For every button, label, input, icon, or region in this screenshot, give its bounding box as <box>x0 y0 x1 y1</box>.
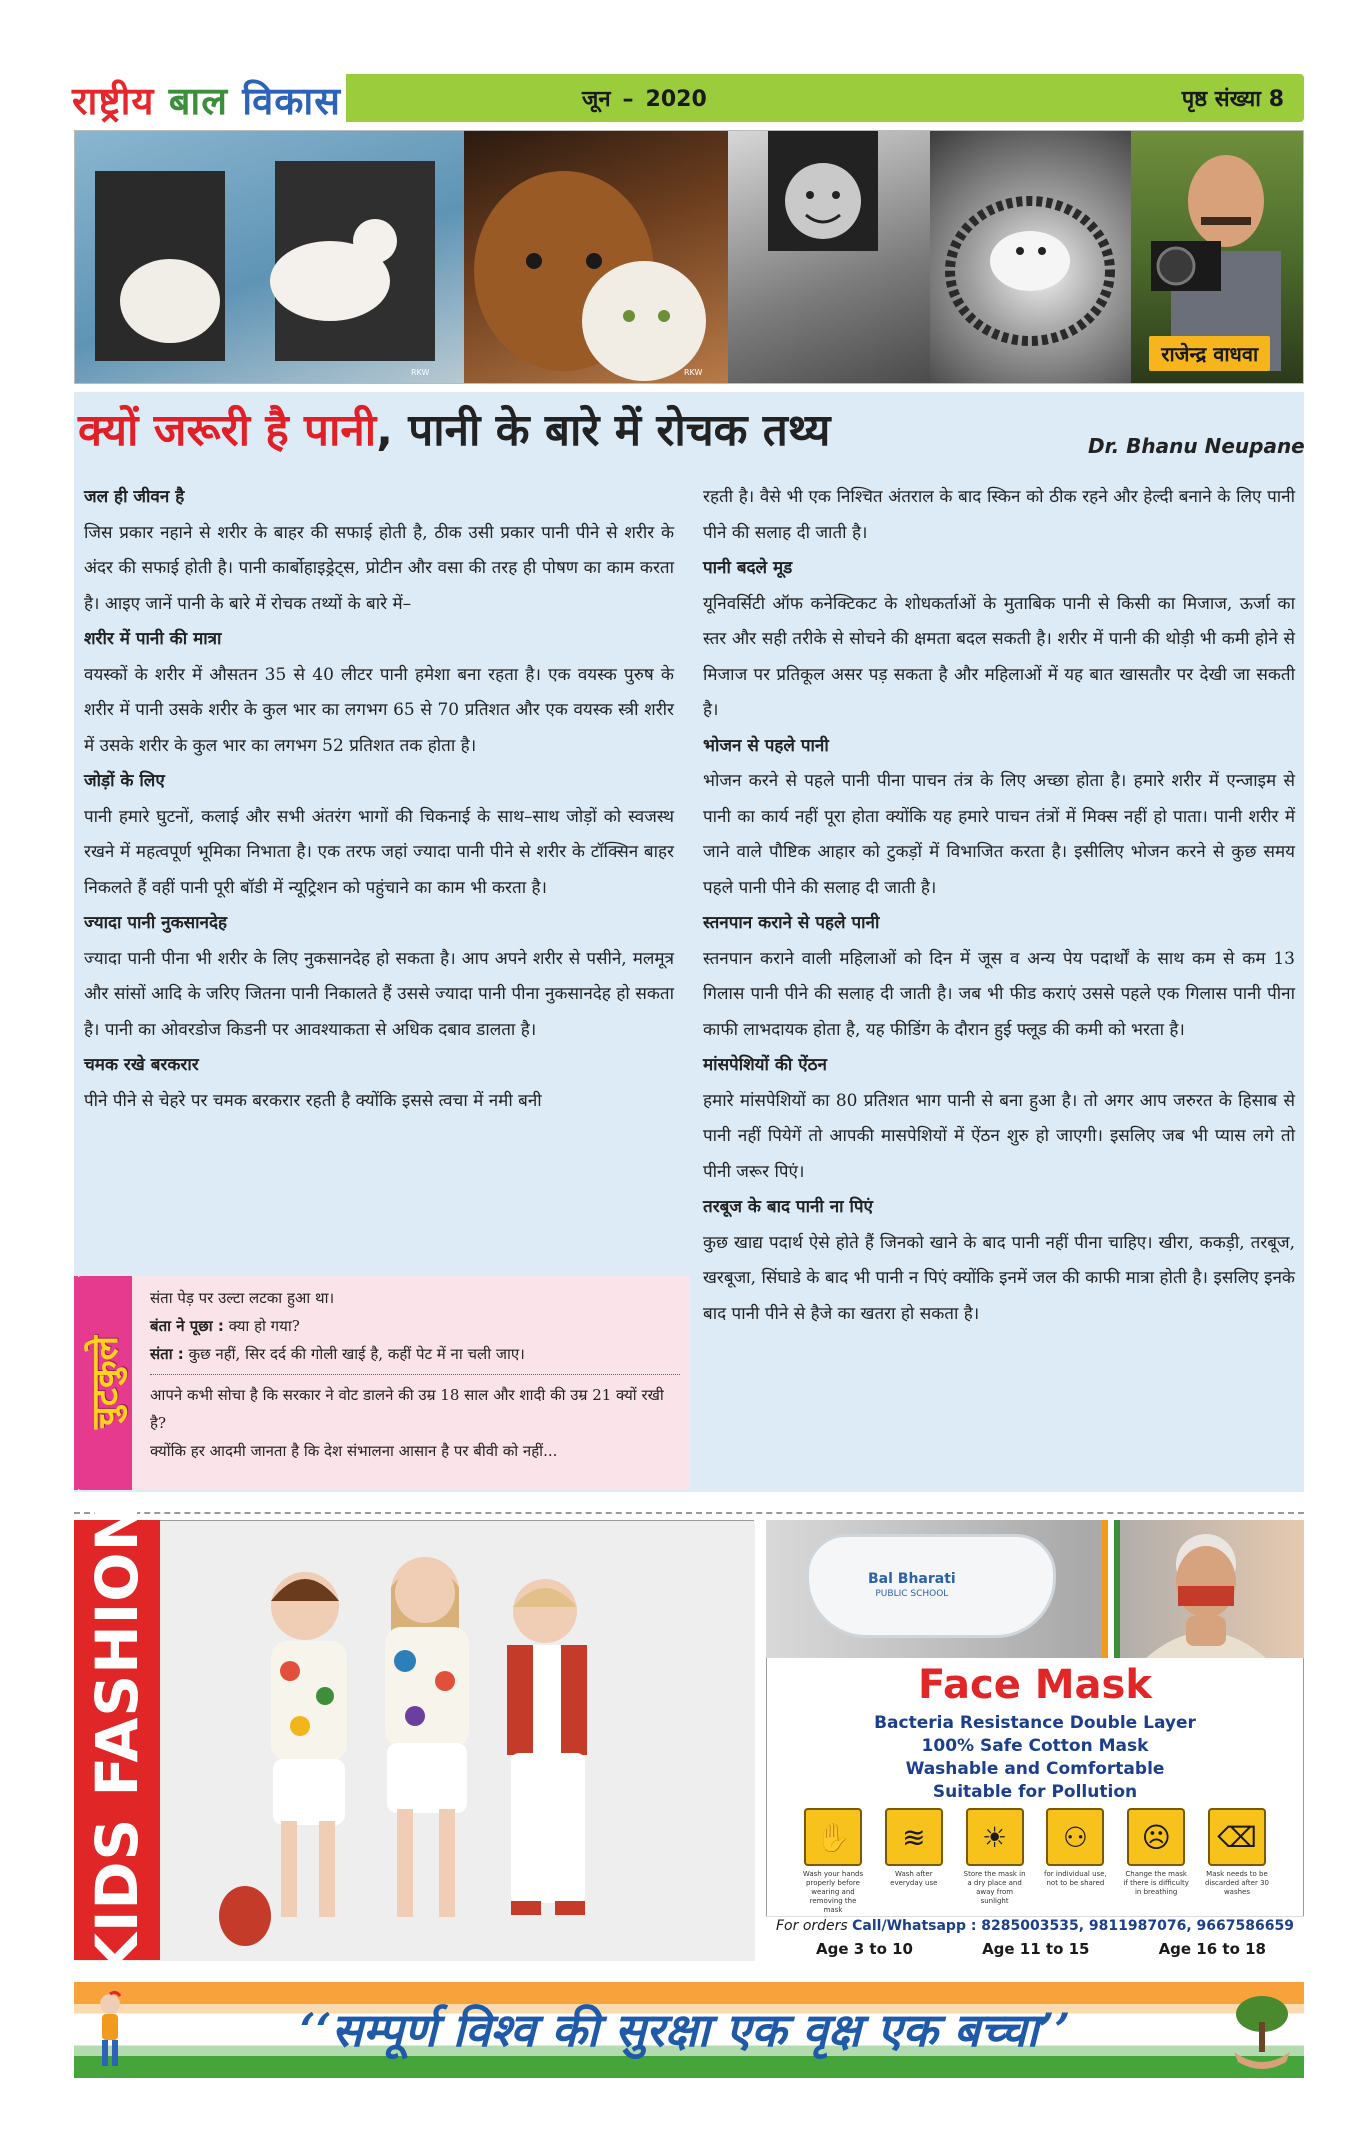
section-body: वयस्कों के शरीर में औसतन 35 से 40 लीटर पानी हमेशा बना रहता है। एक वयस्क पुरुष के शरीर में पानी उसके शरीर के कुल भार का लगभग 65 से 70 प्रतिशत और एक वयस्क स्त्री शरीर में उसके शरीर के कुल भार का लगभग 52 प्रतिशत तक होता है। <box>84 664 674 756</box>
child-figure-icon <box>86 1990 134 2070</box>
instruction-text: Store the mask in a dry place and away from sunlight <box>963 1870 1026 1905</box>
section-body: जिस प्रकार नहाने से शरीर के बाहर की सफाई होती है, ठीक उसी प्रकार पानी पीने से शरीर के अंदर की सफाई होती है। पानी कार्बोहाइड्रेट्स, प्रोटीन और वसा की तरह ही पोषण का काम करता है। आइए जानें पानी के बारे में रोचक तथ्यों के बारे में– <box>84 522 674 614</box>
instruction-item <box>1204 1808 1270 1915</box>
jokes-body <box>150 1284 680 1465</box>
dog-cat-illustration <box>464 131 728 383</box>
no-sharing-icon: ⚇ <box>1046 1808 1104 1866</box>
discard-icon: ⌫ <box>1208 1808 1266 1866</box>
mask-feature: 100% Safe Cotton Mask <box>921 1736 1149 1756</box>
instruction-text: Change the mask if there is difficulty in breathing <box>1123 1870 1189 1896</box>
issue-year: 2020 <box>645 87 707 112</box>
section-heading: जल ही जीवन है <box>84 487 185 507</box>
jokes-title-text: चुटकुले <box>85 1335 127 1429</box>
instruction-item <box>1123 1808 1189 1915</box>
section-heading: स्तनपान कराने से पहले पानी <box>703 913 880 933</box>
age-groups <box>776 1940 1296 1958</box>
school-name: Bal Bharati <box>868 1571 956 1587</box>
school-sub: PUBLIC SCHOOL <box>875 1589 949 1599</box>
section-body: रहती है। वैसे भी एक निश्चित अंतराल के बाद स्किन को ठीक रहने और हेल्दी बनाने के लिए पानी पीने की सलाह दी जाती है। <box>703 487 1295 543</box>
section-heading: पानी बदले मूड <box>703 558 793 578</box>
pigeons-illustration <box>75 131 464 383</box>
age-group: Age 16 to 18 <box>1158 1940 1266 1958</box>
page-number <box>1182 83 1284 113</box>
instruction-text: for individual use, not to be shared <box>1044 1870 1107 1887</box>
photographer-caption: राजेन्द्र वाधवा <box>1149 336 1270 371</box>
order-prefix: For orders <box>776 1918 848 1934</box>
joke-2-line-2: क्योंकि हर आदमी जानता है कि देश संभालना आसान है पर बीवी को नहीं... <box>150 1442 558 1460</box>
article-author: Dr. Bhanu Neupane <box>1088 434 1305 458</box>
article-column-2 <box>703 480 1295 1332</box>
joke-1-line-1: संता पेड़ पर उल्टा लटका हुआ था। <box>150 1289 335 1307</box>
instruction-text: Mask needs to be discarded after 30 washes <box>1204 1870 1269 1896</box>
mask-instructions <box>800 1808 1270 1915</box>
masthead-word-1: राष्ट्रीय <box>72 79 155 123</box>
mask-feature: Suitable for Pollution <box>932 1782 1138 1802</box>
mask-title: Face Mask <box>918 1662 1152 1708</box>
section-heading: चमक रखे बरकरार <box>84 1055 199 1075</box>
cat-illustration <box>930 131 1132 383</box>
instruction-text: Wash your hands properly before wearing and removing the mask <box>802 1870 864 1914</box>
instruction-item <box>800 1808 866 1915</box>
kids-fashion-label <box>74 1501 160 1979</box>
tree-in-hands-icon <box>1228 1992 1294 2072</box>
store-dry-icon: ☀ <box>966 1808 1024 1866</box>
photo-child-window <box>728 131 930 383</box>
masthead-title <box>72 74 341 126</box>
photo-dog-cat <box>464 131 728 383</box>
section-body: ज्यादा पानी पीना भी शरीर के लिए नुकसानदेह हो सकता है। आप अपने शरीर से पसीने, मलमूत्र और सांसों आदि के जरिए जितना पानी निकालते हैं उससे ज्यादा पानी पीना नुकसानदेह हो सकता है। पानी का ओवरडोज किडनी पर आवश्याकता से अधिक दबाव डालता है। <box>84 948 674 1040</box>
issue-month: जून <box>582 87 611 112</box>
page-number-value: 8 <box>1268 87 1284 112</box>
section-heading: जोड़ों के लिए <box>84 771 165 791</box>
section-body: पीने पीने से चेहरे पर चमक बरकरार रहती है क्योंकि इससे त्वचा में नमी बनी <box>84 1090 542 1111</box>
mask-feature: Washable and Comfortable <box>905 1759 1165 1779</box>
section-heading: भोजन से पहले पानी <box>703 735 829 756</box>
photo-strip <box>74 130 1304 384</box>
section-heading: तरबूज के बाद पानी ना पिएं <box>703 1197 873 1217</box>
section-body: भोजन करने से पहले पानी पीना पाचन तंत्र के लिए अच्छा होता है। हमारे शरीर में एन्जाइम से पानी का कार्य नहीं पूरा होता क्योंकि यह हमारे पाचन तंत्रों में मिक्स नहीं हो पाता। पानी शरीर में जाने वाले पौष्टिक आहार को टुकड़ों में विभाजित करता है। इसीलिए भोजन करने से कुछ समय पहले पानी पीने की सलाह दी जाती है। <box>703 771 1295 898</box>
section-body: हमारे मांसपेशियों का 80 प्रतिशत भाग पानी से बना हुआ है। तो अगर आप जरुरत के हिसाब से पानी नहीं पियेगें तो आपकी मासपेशियों में ऐंठन शुरु हो जाएगी। इसलिए जब भी प्यास लगे तो पीनी जरूर पिएं। <box>703 1090 1295 1182</box>
mask-features <box>766 1712 1304 1804</box>
masthead-word-3: विकास <box>242 79 341 123</box>
slogan-text: ‘‘सम्पूर्ण विश्व की सुरक्षा एक वृक्ष एक बच्चा’’ <box>299 2003 1071 2057</box>
headline-dark-part: , पानी के बारे में रोचक तथ्य <box>376 405 831 456</box>
issue-date <box>576 83 713 113</box>
photo-pigeons <box>75 131 464 383</box>
section-heading: मांसपेशियों की ऐंठन <box>703 1055 827 1075</box>
kids-fashion-text: KIDS FASHION <box>83 1501 152 1979</box>
section-body: यूनिवर्सिटी ऑफ कनेक्टिकट के शोधकर्ताओं के मुताबिक पानी से किसी का मिजाज, ऊर्जा का स्तर और सही तरीके से सोचने की क्षमता बदल सकती है। शरीर में पानी की थोड़ी भी कमी होने से मिजाज पर प्रतिकूल असर पड़ सकता है और महिलाओं में यह बात खासतौर पर देखी जा सकती है। <box>703 593 1295 720</box>
photo-cat-basket <box>930 131 1132 383</box>
section-body: पानी हमारे घुटनों, कलाई और सभी अंतरंग भागों की चिकनाई के साथ–साथ जोड़ों को स्वजस्थ रखने में महत्वपूर्ण भूमिका निभाता है। एक तरफ जहां ज्यादा पानी पीने से शरीर के टॉक्सिन बाहर निकलते हैं वहीं पानी पूरी बॉडी में न्यूट्रिशन को पहुंचाने का काम भी करता है। <box>84 806 674 898</box>
kids-fashion-ad <box>74 1520 754 1960</box>
section-separator <box>74 1512 1304 1514</box>
header-bar <box>346 74 1304 122</box>
instruction-item <box>962 1808 1028 1915</box>
instruction-item <box>1042 1808 1108 1915</box>
section-heading: ज्यादा पानी नुकसानदेह <box>84 913 228 933</box>
joke-speaker: बंता ने पूछा : <box>150 1317 224 1335</box>
headline-red-part: क्यों जरूरी है पानी <box>78 405 377 456</box>
page-label: पृष्ठ संख्या <box>1181 87 1262 112</box>
joke-divider <box>150 1374 680 1375</box>
masthead-word-2: बाल <box>168 79 229 123</box>
article-headline <box>78 398 830 458</box>
joke-2-line-1: आपने कभी सोचा है कि सरकार ने वोट डालने की उम्र 18 साल और शादी की उम्र 21 क्यों रखी है? <box>150 1386 664 1432</box>
order-contact <box>776 1918 1296 1934</box>
photo-photographer <box>1131 131 1303 383</box>
wash-hands-icon: ✋ <box>804 1808 862 1866</box>
section-body: कुछ खाद्य पदार्थ ऐसे होते हैं जिनको खाने के बाद पानी नहीं पीना चाहिए। खीरा, ककड़ी, तरबूज, खरबूजा, सिंघाडे के बाद भी पानी न पिएं क्योंकि इनमें जल की काफी मात्रा होती है। इसलिए इनके बाद पानी पीने से हैजे का खतरा हो सकता है। <box>703 1232 1295 1324</box>
instruction-text: Wash after everyday use <box>890 1870 938 1887</box>
order-phone: Call/Whatsapp : 8285003535, 9811987076, 9667586659 <box>852 1918 1294 1934</box>
photo-watermark-1: RKW <box>411 368 430 377</box>
joke-text: कुछ नहीं, सिर दर्द की गोली खाई है, कहीं पेट में ना चली जाए। <box>183 1345 525 1363</box>
mask-feature: Bacteria Resistance Double Layer <box>874 1713 1196 1733</box>
article-column-1 <box>84 480 674 1119</box>
jokes-title <box>84 1282 127 1482</box>
joke-speaker: संता : <box>150 1345 184 1363</box>
joke-1-line-2 <box>150 1312 680 1340</box>
school-logo <box>868 1572 956 1602</box>
kids-illustration <box>75 1521 755 1961</box>
age-group: Age 3 to 10 <box>816 1940 913 1958</box>
issue-dash: – <box>622 87 634 112</box>
photo-watermark-2: RKW <box>684 368 703 377</box>
joke-1-line-3 <box>150 1340 680 1368</box>
wash-mask-icon: ≋ <box>885 1808 943 1866</box>
breathing-icon: ☹ <box>1127 1808 1185 1866</box>
joke-text: क्या हो गया? <box>223 1317 300 1335</box>
section-body: स्तनपान कराने वाली महिलाओं को दिन में जूस व अन्य पेय पदार्थों के साथ कम से कम 13 गिलास पानी पीने की सलाह दी जाती है। जब भी फीड कराएं उससे पहले एक गिलास पानी पीना काफी लाभदायक होता है, यह फीडिंग के दौरान हुई फ्लूड की कमी को भरता है। <box>703 948 1295 1040</box>
section-heading: शरीर में पानी की मात्रा <box>84 629 222 649</box>
child-illustration <box>728 131 930 383</box>
instruction-item <box>881 1808 947 1915</box>
age-group: Age 11 to 15 <box>982 1940 1090 1958</box>
